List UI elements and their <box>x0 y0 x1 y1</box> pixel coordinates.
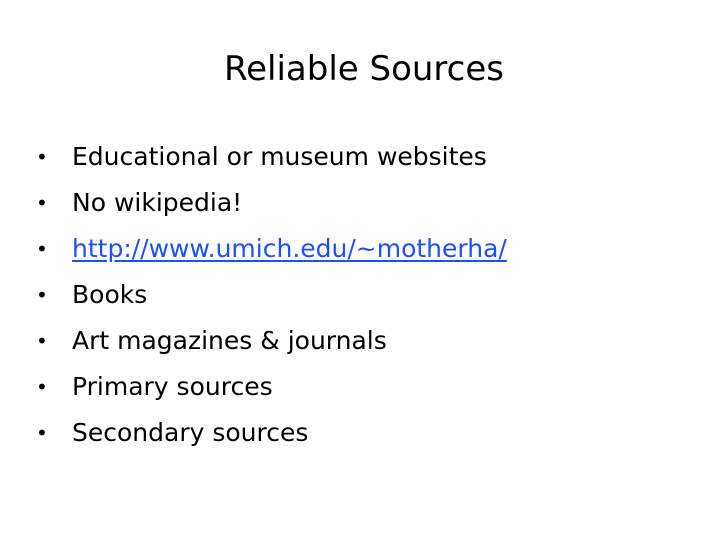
bullet-list <box>36 134 507 456</box>
bullet-icon: • <box>36 283 48 307</box>
bullet-text: Educational or museum websites <box>72 142 487 171</box>
bullet-text: Books <box>72 280 148 309</box>
list-item <box>36 180 507 226</box>
bullet-icon: • <box>36 375 48 399</box>
list-item <box>36 272 507 318</box>
source-link[interactable]: http://www.umich.edu/~motherha/ <box>72 234 507 263</box>
bullet-icon: • <box>36 145 48 169</box>
bullet-text: Secondary sources <box>72 418 309 447</box>
bullet-text: Art magazines & journals <box>72 326 387 355</box>
bullet-icon: • <box>36 237 48 261</box>
list-item <box>36 410 507 456</box>
bullet-text: No wikipedia! <box>72 188 243 217</box>
bullet-icon: • <box>36 421 48 445</box>
list-item <box>36 226 507 272</box>
slide-title: Reliable Sources <box>224 49 504 89</box>
list-item <box>36 134 507 180</box>
bullet-icon: • <box>36 191 48 215</box>
bullet-text: Primary sources <box>72 372 273 401</box>
bullet-icon: • <box>36 329 48 353</box>
list-item <box>36 364 507 410</box>
list-item <box>36 318 507 364</box>
